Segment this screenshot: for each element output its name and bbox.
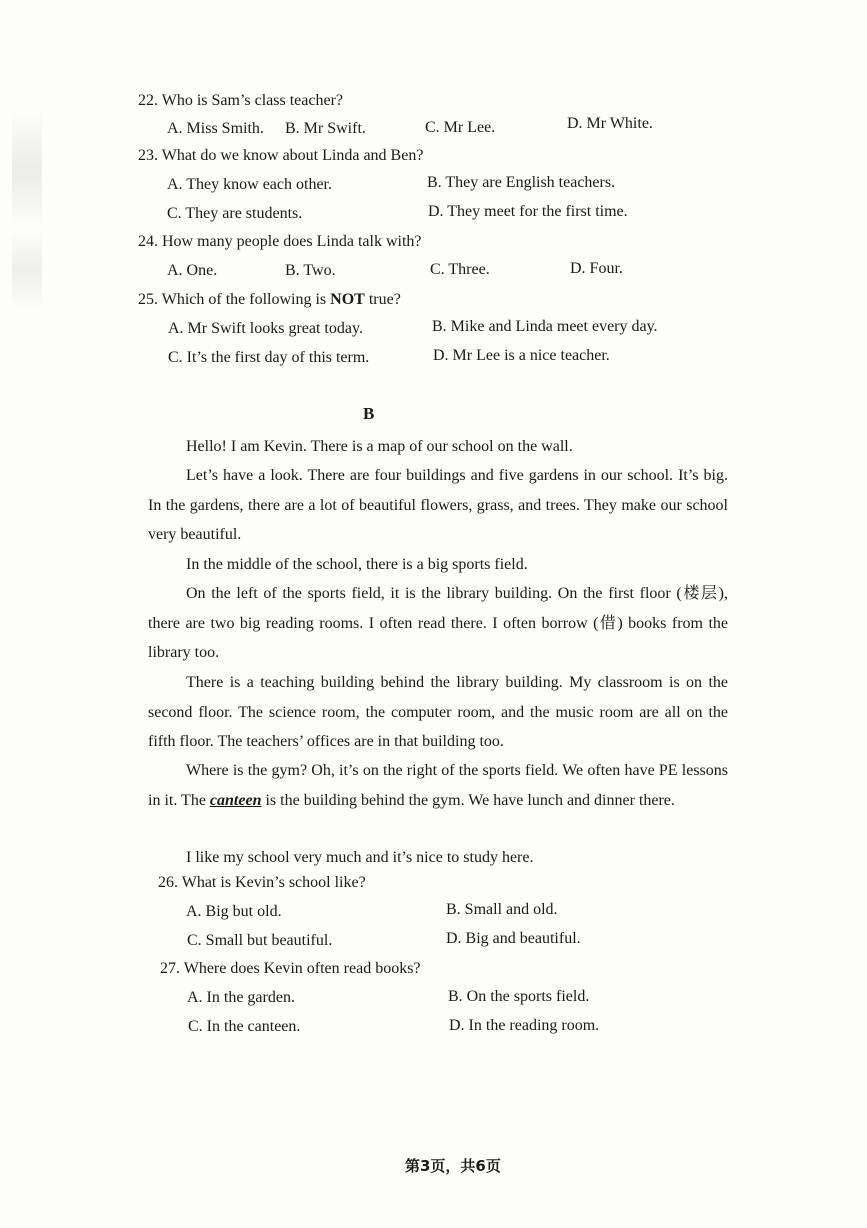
question-26 (158, 874, 366, 892)
question-number: 25. (138, 291, 158, 308)
option-c: C. In the canteen. (188, 1018, 301, 1035)
option-b: B. On the sports field. (448, 988, 590, 1005)
scan-smudge (12, 110, 42, 310)
option-b: B. Mike and Linda meet every day. (432, 318, 658, 335)
question-27 (160, 960, 421, 978)
option-a: A. Mr Swift looks great today. (168, 320, 363, 337)
option-a: A. Big but old. (186, 903, 282, 920)
question-number: 26. (158, 874, 178, 891)
option-d: D. Mr Lee is a nice teacher. (433, 347, 610, 364)
option-d: D. In the reading room. (449, 1017, 600, 1034)
option-d: D. Big and beautiful. (446, 930, 581, 947)
passage-paragraph: Hello! I am Kevin. There is a map of our school on the wall. (186, 438, 573, 455)
question-text: What do we know about Linda and Ben? (161, 147, 424, 164)
question-text-end: true? (364, 291, 401, 308)
option-c: C. Small but beautiful. (187, 932, 333, 949)
option-c: C. Three. (430, 261, 490, 278)
question-text: Who is Sam’s class teacher? (161, 92, 343, 109)
option-b: B. Small and old. (446, 901, 558, 918)
section-title: B (363, 404, 375, 423)
question-text: What is Kevin’s school like? (181, 874, 366, 891)
passage-paragraph: Where is the gym? Oh, it’s on the right of the sports field. We often have PE lessons in it. The canteen is the building behind the gym. We have lunch and dinner there. (148, 762, 728, 809)
underlined-word: canteen (209, 791, 262, 809)
option-b: B. They are English teachers. (427, 174, 616, 191)
question-number: 22. (138, 92, 158, 109)
question-number: 27. (160, 960, 180, 977)
option-d: D. They meet for the first time. (428, 203, 628, 220)
option-a: A. In the garden. (187, 989, 295, 1006)
question-emphasis: NOT (330, 291, 365, 308)
option-c: C. Mr Lee. (425, 119, 496, 136)
passage-paragraph: In the middle of the school, there is a big sports field. (186, 556, 528, 573)
question-number: 23. (138, 147, 158, 164)
option-c: C. They are students. (167, 205, 303, 222)
option-a: A. One. (167, 262, 218, 279)
page-number: 第3页，共6页 (405, 1157, 501, 1175)
question-24 (138, 233, 422, 251)
option-d: D. Mr White. (567, 115, 653, 132)
question-text: Where does Kevin often read books? (183, 960, 421, 977)
question-text: Which of the following is (161, 291, 331, 308)
passage-paragraph: There is a teaching building behind the library building. My classroom is on the second floor. The science room, the computer room, and the music room are all on the fifth floor. The teachers’ offices are in that building too. (148, 674, 728, 750)
question-number: 24. (138, 233, 158, 250)
option-b: B. Two. (285, 262, 336, 279)
question-22 (138, 92, 343, 110)
passage-paragraph: Let’s have a look. There are four buildings and five gardens in our school. It’s big. In the gardens, there are a lot of beautiful flowers, grass, and trees. They make our school very beautiful. (148, 467, 728, 543)
option-a: A. They know each other. (167, 176, 332, 193)
option-b: B. Mr Swift. (285, 120, 366, 137)
option-d: D. Four. (570, 260, 623, 277)
option-a: A. Miss Smith. (167, 120, 264, 137)
question-23 (138, 147, 423, 165)
passage-paragraph: On the left of the sports field, it is the library building. On the first floor (楼层), there are two big reading rooms. I often read there. I often borrow (借) books from the library too. (148, 585, 728, 661)
question-25 (138, 291, 401, 309)
question-text: How many people does Linda talk with? (162, 233, 422, 250)
option-c: C. It’s the first day of this term. (168, 349, 370, 366)
passage-paragraph: I like my school very much and it’s nice to study here. (186, 849, 534, 866)
